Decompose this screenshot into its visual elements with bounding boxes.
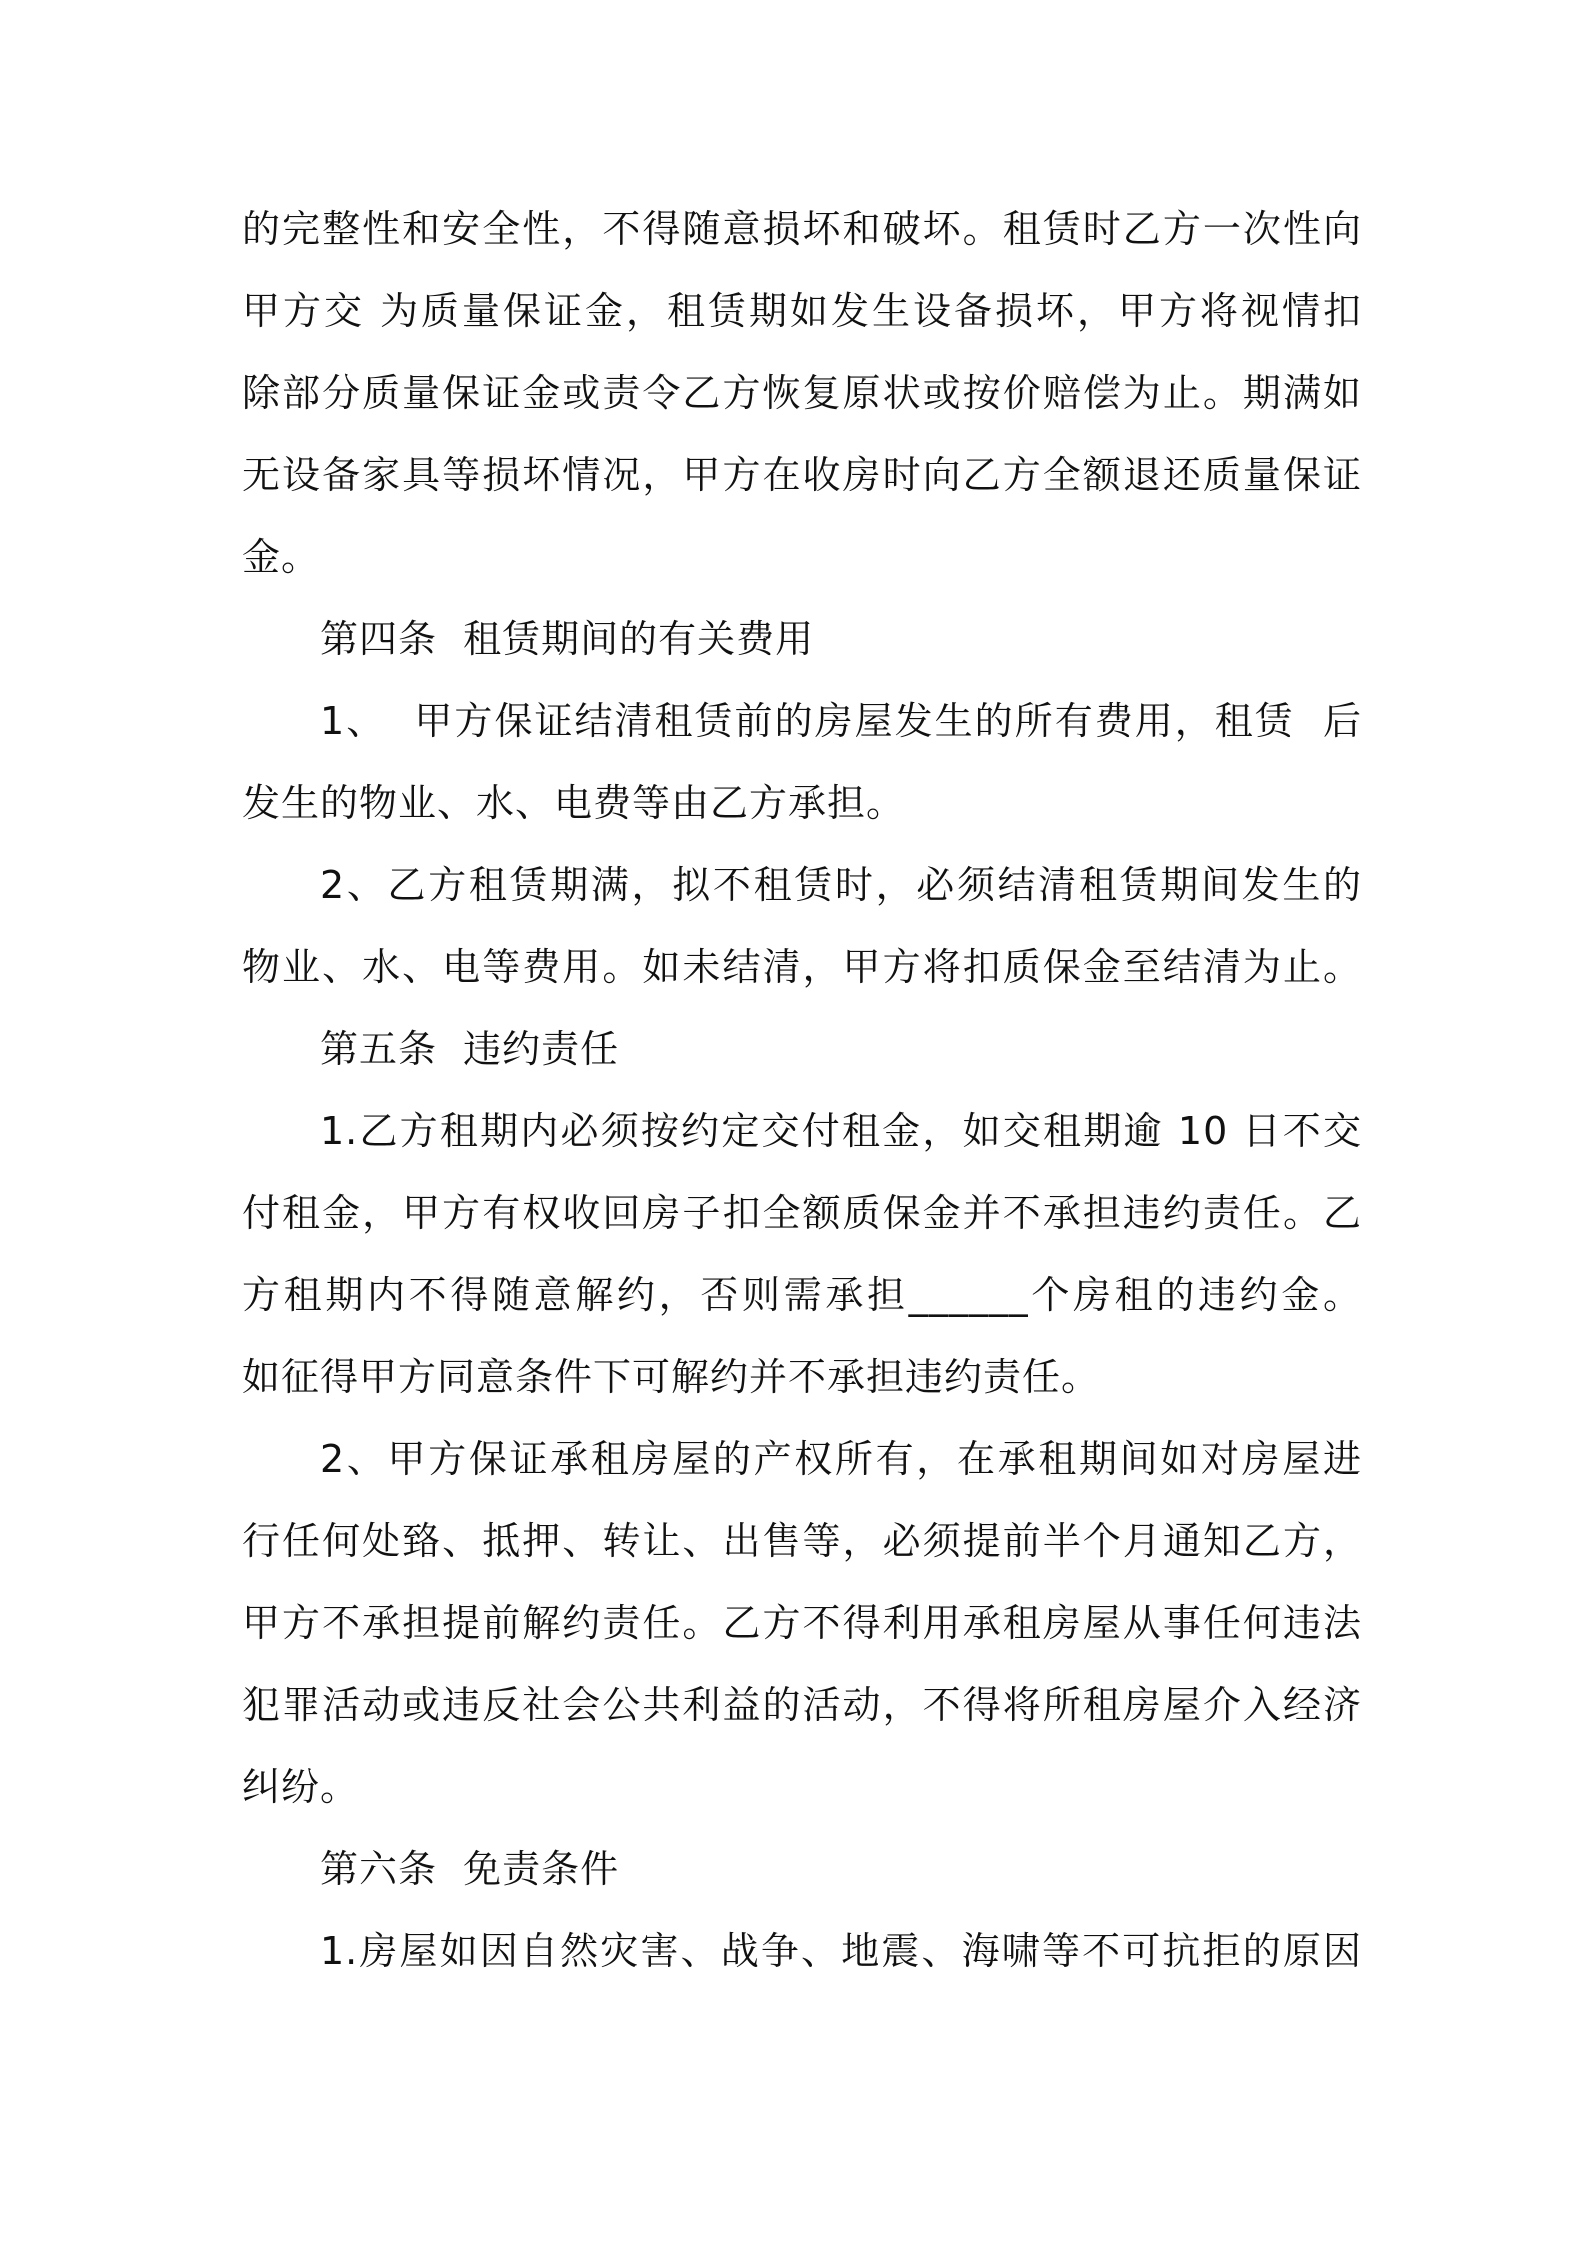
text-line-5: 金。 [242,535,321,579]
text-line-16: 2、甲方保证承租房屋的产权所有，在承租期间如对房屋进 [320,1437,1362,1481]
section-heading-5: 第五条 违约责任 [320,1027,620,1071]
text-line-15: 如征得甲方同意条件下可解约并不承担违约责任。 [242,1355,1101,1399]
text-line-13: 付租金，甲方有权收回房子扣全额质保金并不承担违约责任。乙 [242,1191,1362,1235]
text-line-22: 1.房屋如因自然灾害、战争、地震、海啸等不可抗拒的原因 [320,1929,1362,1973]
section-heading-6: 第六条 免责条件 [320,1847,620,1891]
text-line-9: 2、乙方租赁期满，拟不租赁时，必须结清租赁期间发生的 [320,863,1362,907]
text-line-8: 发生的物业、水、电费等由乙方承担。 [242,781,906,825]
text-line-4: 无设备家具等损坏情况，甲方在收房时向乙方全额退还质量保证 [242,453,1362,497]
text-line-18: 甲方不承担提前解约责任。乙方不得利用承租房屋从事任何违法 [242,1601,1362,1645]
text-line-10: 物业、水、电等费用。如未结清，甲方将扣质保金至结清为止。 [242,945,1362,989]
text-line-7: 1、 甲方保证结清租赁前的房屋发生的所有费用，租赁 后 [320,699,1362,743]
text-line-19: 犯罪活动或违反社会公共利益的活动，不得将所租房屋介入经济 [242,1683,1362,1727]
text-line-3: 除部分质量保证金或责令乙方恢复原状或按价赔偿为止。期满如 [242,371,1362,415]
section-heading-4: 第四条 租赁期间的有关费用 [320,617,815,661]
text-line-1: 的完整性和安全性，不得随意损坏和破坏。租赁时乙方一次性向 [242,207,1362,251]
text-line-2: 甲方交 为质量保证金，租赁期如发生设备损坏，甲方将视情扣 [242,289,1362,333]
text-line-20: 纠纷。 [242,1765,360,1809]
text-line-14: 方租期内不得随意解约，否则需承担______个房租的违约金。 [242,1273,1362,1317]
text-line-17: 行任何处臵、抵押、转让、出售等，必须提前半个月通知乙方， [242,1519,1362,1563]
text-line-12: 1.乙方租期内必须按约定交付租金，如交租期逾 10 日不交 [320,1109,1362,1153]
